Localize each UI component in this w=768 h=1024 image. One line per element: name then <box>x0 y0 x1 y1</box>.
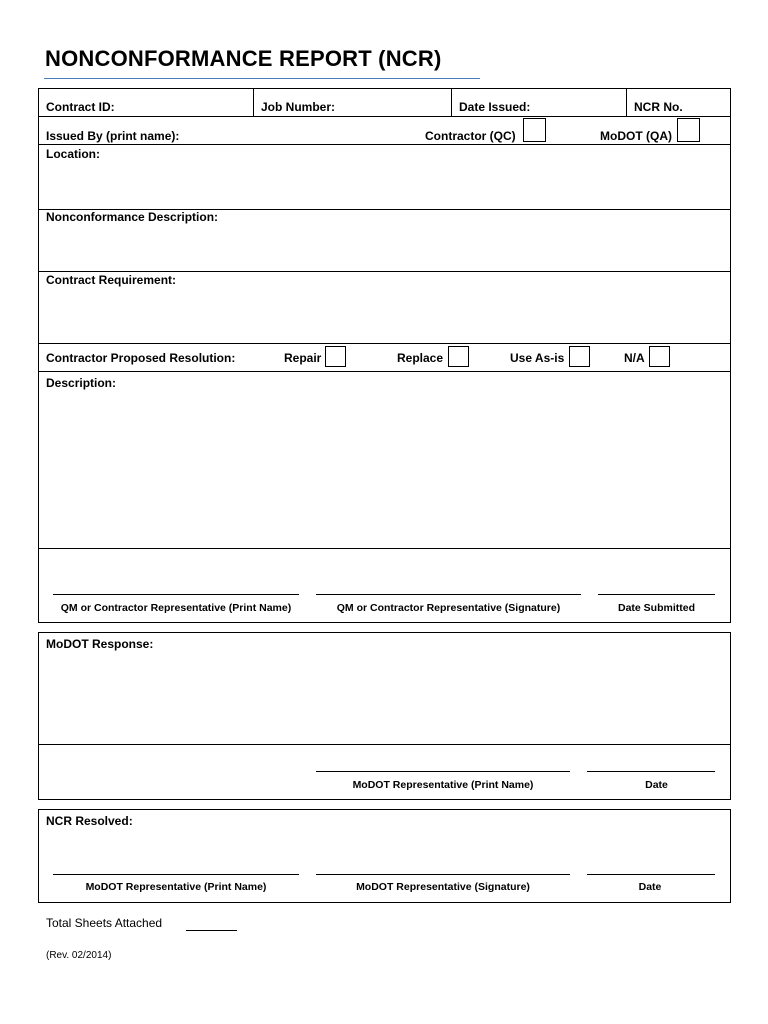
job-number-label: Job Number: <box>261 100 336 114</box>
page-title: NONCONFORMANCE REPORT (NCR) <box>45 46 442 71</box>
ncr-no-field[interactable] <box>688 92 728 114</box>
repair-label: Repair <box>284 351 322 365</box>
date-issued-label: Date Issued: <box>459 100 531 114</box>
job-number-field[interactable] <box>340 92 448 114</box>
modot-qa-label: MoDOT (QA) <box>600 129 672 143</box>
nonconformance-description-label: Nonconformance Description: <box>46 210 219 224</box>
contractor-print-name-line[interactable] <box>53 594 299 595</box>
ncr-no-label: NCR No. <box>634 100 683 114</box>
proposed-resolution-label: Contractor Proposed Resolution: <box>46 351 236 365</box>
divider <box>451 88 452 117</box>
location-label: Location: <box>46 147 100 161</box>
ncr-resolved-signature-caption: MoDOT Representative (Signature) <box>356 881 530 893</box>
ncr-resolved-print-name-line[interactable] <box>53 874 299 875</box>
ncr-resolved-label: NCR Resolved: <box>46 814 133 828</box>
contract-id-label: Contract ID: <box>46 100 115 114</box>
total-sheets-line[interactable] <box>186 930 237 931</box>
contractor-qc-checkbox[interactable] <box>523 118 546 142</box>
location-field[interactable] <box>40 163 728 207</box>
description-field[interactable] <box>40 392 728 546</box>
contractor-print-name-caption: QM or Contractor Representative (Print Name) <box>60 602 292 614</box>
description-label: Description: <box>46 376 117 390</box>
contractor-qc-label: Contractor (QC) <box>425 129 516 143</box>
revision-label: (Rev. 02/2014) <box>46 950 112 961</box>
issued-by-field[interactable] <box>190 120 415 142</box>
modot-response-date-line[interactable] <box>587 771 715 772</box>
title-underline <box>44 78 480 79</box>
divider <box>38 343 731 344</box>
ncr-resolved-signature-line[interactable] <box>316 874 570 875</box>
divider <box>38 744 731 745</box>
date-submitted-line[interactable] <box>598 594 715 595</box>
contractor-signature-line[interactable] <box>316 594 581 595</box>
modot-response-field[interactable] <box>40 653 728 741</box>
repair-checkbox[interactable] <box>325 346 346 367</box>
ncr-resolved-date-caption: Date <box>638 881 662 893</box>
modot-response-print-name-line[interactable] <box>316 771 570 772</box>
total-sheets-label: Total Sheets Attached <box>46 916 163 930</box>
modot-response-date-caption: Date <box>645 779 668 791</box>
divider <box>253 88 254 117</box>
use-as-is-label: Use As-is <box>510 351 565 365</box>
na-checkbox[interactable] <box>649 346 670 367</box>
date-submitted-caption: Date Submitted <box>617 602 695 614</box>
divider <box>38 271 731 272</box>
modot-response-print-name-caption: MoDOT Representative (Print Name) <box>352 779 534 791</box>
replace-checkbox[interactable] <box>448 346 469 367</box>
ncr-resolved-print-name-caption: MoDOT Representative (Print Name) <box>85 881 267 893</box>
ncr-resolved-date-line[interactable] <box>587 874 715 875</box>
contract-requirement-field[interactable] <box>40 289 728 341</box>
replace-label: Replace <box>397 351 444 365</box>
date-issued-field[interactable] <box>535 92 623 114</box>
na-label: N/A <box>624 351 645 365</box>
contractor-signature-caption: QM or Contractor Representative (Signature) <box>336 602 561 614</box>
divider <box>38 371 731 372</box>
use-as-is-checkbox[interactable] <box>569 346 590 367</box>
nonconformance-description-field[interactable] <box>40 226 728 269</box>
issued-by-label: Issued By (print name): <box>46 129 180 143</box>
divider <box>38 548 731 549</box>
divider <box>38 116 731 117</box>
modot-qa-checkbox[interactable] <box>677 118 700 142</box>
contract-id-field[interactable] <box>130 92 250 114</box>
contract-requirement-label: Contract Requirement: <box>46 273 177 287</box>
divider <box>626 88 627 117</box>
modot-response-label: MoDOT Response: <box>46 637 154 651</box>
divider <box>38 144 731 145</box>
